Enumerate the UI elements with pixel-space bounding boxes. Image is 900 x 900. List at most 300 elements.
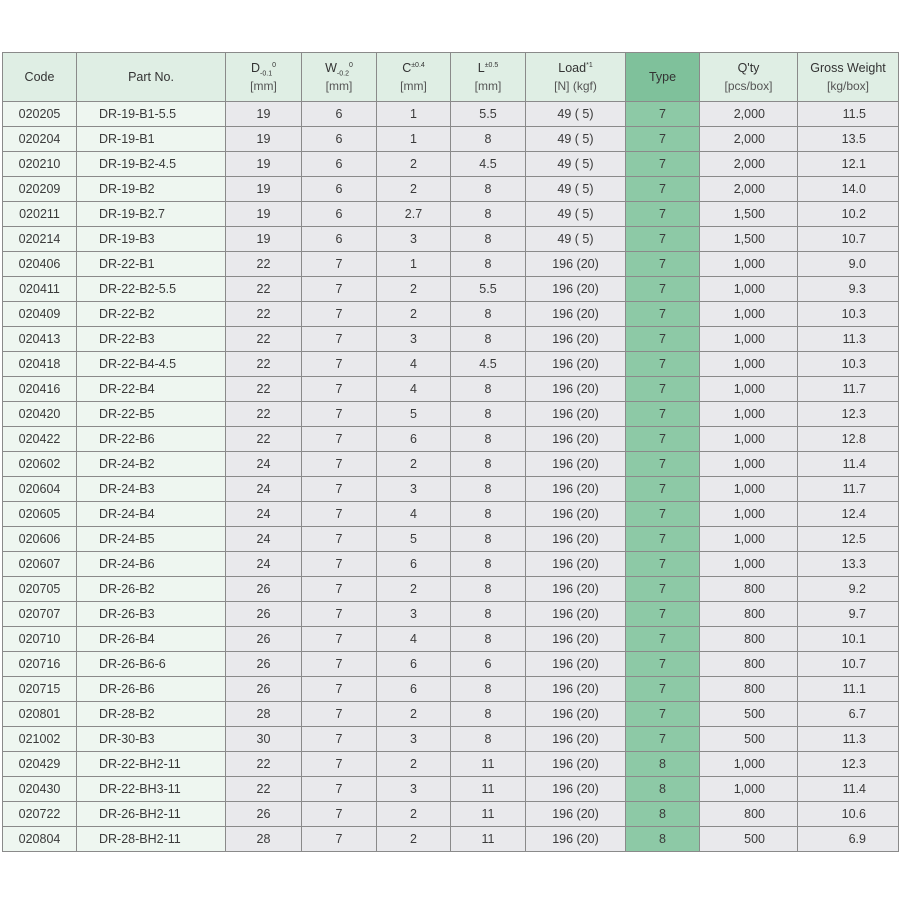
- cell-gross-weight: 10.3: [798, 352, 899, 377]
- cell-qty: 2,000: [700, 177, 798, 202]
- cell-code: 020804: [3, 827, 77, 852]
- cell-w: 7: [302, 352, 377, 377]
- cell-part-no: DR-22-B3: [77, 327, 226, 352]
- cell-type: 7: [626, 152, 700, 177]
- cell-part-no: DR-26-B2: [77, 577, 226, 602]
- cell-c: 5: [377, 527, 451, 552]
- cell-w: 7: [302, 252, 377, 277]
- cell-gross-weight: 9.7: [798, 602, 899, 627]
- cell-load: 196 (20): [526, 377, 626, 402]
- cell-gross-weight: 6.7: [798, 702, 899, 727]
- cell-load: 49 ( 5): [526, 177, 626, 202]
- header-w: $W_{-0.2}^0$ [mm]: [302, 53, 377, 102]
- cell-part-no: DR-30-B3: [77, 727, 226, 752]
- cell-w: 7: [302, 777, 377, 802]
- cell-w: 7: [302, 552, 377, 577]
- cell-part-no: DR-22-BH3-11: [77, 777, 226, 802]
- cell-part-no: DR-24-B5: [77, 527, 226, 552]
- cell-gross-weight: 10.1: [798, 627, 899, 652]
- cell-code: 021002: [3, 727, 77, 752]
- cell-l: 8: [451, 602, 526, 627]
- cell-gross-weight: 9.2: [798, 577, 899, 602]
- cell-gross-weight: 12.3: [798, 402, 899, 427]
- cell-d: 19: [226, 177, 302, 202]
- cell-c: 6: [377, 677, 451, 702]
- table-row: [3, 202, 899, 227]
- cell-qty: 800: [700, 602, 798, 627]
- cell-part-no: DR-24-B6: [77, 552, 226, 577]
- cell-l: 8: [451, 177, 526, 202]
- cell-w: 7: [302, 702, 377, 727]
- cell-load: 196 (20): [526, 452, 626, 477]
- header-part-no: Part No.: [77, 53, 226, 102]
- cell-qty: 800: [700, 627, 798, 652]
- cell-gross-weight: 10.3: [798, 302, 899, 327]
- table-row: [3, 627, 899, 652]
- cell-type: 7: [626, 577, 700, 602]
- cell-gross-weight: 11.7: [798, 377, 899, 402]
- cell-load: 196 (20): [526, 477, 626, 502]
- cell-qty: 1,000: [700, 377, 798, 402]
- cell-gross-weight: 11.4: [798, 452, 899, 477]
- cell-code: 020606: [3, 527, 77, 552]
- cell-d: 28: [226, 827, 302, 852]
- cell-type: 7: [626, 602, 700, 627]
- cell-d: 19: [226, 127, 302, 152]
- cell-part-no: DR-19-B1-5.5: [77, 102, 226, 127]
- cell-type: 7: [626, 127, 700, 152]
- cell-load: 49 ( 5): [526, 227, 626, 252]
- cell-type: 7: [626, 702, 700, 727]
- table-body: [3, 102, 899, 852]
- table-row: [3, 602, 899, 627]
- cell-qty: 1,000: [700, 777, 798, 802]
- cell-code: 020413: [3, 327, 77, 352]
- cell-part-no: DR-22-BH2-11: [77, 752, 226, 777]
- cell-load: 196 (20): [526, 527, 626, 552]
- cell-qty: 1,000: [700, 277, 798, 302]
- cell-code: 020209: [3, 177, 77, 202]
- table-row: [3, 152, 899, 177]
- cell-d: 24: [226, 527, 302, 552]
- cell-gross-weight: 10.7: [798, 227, 899, 252]
- cell-load: 196 (20): [526, 827, 626, 852]
- cell-w: 7: [302, 652, 377, 677]
- table-row: [3, 502, 899, 527]
- cell-load: 196 (20): [526, 602, 626, 627]
- cell-w: 7: [302, 727, 377, 752]
- cell-gross-weight: 9.0: [798, 252, 899, 277]
- cell-w: 7: [302, 402, 377, 427]
- cell-c: 1: [377, 252, 451, 277]
- table-row: [3, 327, 899, 352]
- table-row: [3, 477, 899, 502]
- cell-part-no: DR-19-B1: [77, 127, 226, 152]
- cell-type: 7: [626, 677, 700, 702]
- cell-c: 4: [377, 502, 451, 527]
- cell-l: 8: [451, 327, 526, 352]
- cell-type: 7: [626, 527, 700, 552]
- cell-part-no: DR-19-B3: [77, 227, 226, 252]
- header-qty: Q'ty [pcs/box]: [700, 53, 798, 102]
- cell-part-no: DR-19-B2: [77, 177, 226, 202]
- cell-w: 6: [302, 177, 377, 202]
- cell-w: 7: [302, 827, 377, 852]
- cell-part-no: DR-24-B4: [77, 502, 226, 527]
- cell-l: 6: [451, 652, 526, 677]
- cell-gross-weight: 12.1: [798, 152, 899, 177]
- cell-gross-weight: 13.3: [798, 552, 899, 577]
- cell-code: 020605: [3, 502, 77, 527]
- cell-load: 196 (20): [526, 752, 626, 777]
- cell-l: 4.5: [451, 352, 526, 377]
- cell-type: 7: [626, 252, 700, 277]
- cell-gross-weight: 11.5: [798, 102, 899, 127]
- cell-qty: 2,000: [700, 127, 798, 152]
- cell-w: 7: [302, 377, 377, 402]
- cell-d: 22: [226, 327, 302, 352]
- table-row: [3, 402, 899, 427]
- cell-c: 2: [377, 152, 451, 177]
- cell-load: 196 (20): [526, 277, 626, 302]
- cell-code: 020429: [3, 752, 77, 777]
- cell-w: 7: [302, 627, 377, 652]
- cell-d: 19: [226, 102, 302, 127]
- cell-load: 196 (20): [526, 777, 626, 802]
- cell-c: 2.7: [377, 202, 451, 227]
- cell-part-no: DR-22-B1: [77, 252, 226, 277]
- cell-l: 8: [451, 702, 526, 727]
- cell-part-no: DR-19-B2.7: [77, 202, 226, 227]
- cell-c: 2: [377, 177, 451, 202]
- cell-part-no: DR-26-B3: [77, 602, 226, 627]
- cell-l: 5.5: [451, 277, 526, 302]
- cell-d: 22: [226, 277, 302, 302]
- cell-type: 7: [626, 427, 700, 452]
- table-row: [3, 177, 899, 202]
- table-row: [3, 252, 899, 277]
- cell-w: 7: [302, 677, 377, 702]
- cell-qty: 800: [700, 577, 798, 602]
- cell-code: 020418: [3, 352, 77, 377]
- cell-code: 020210: [3, 152, 77, 177]
- cell-type: 7: [626, 477, 700, 502]
- cell-load: 49 ( 5): [526, 202, 626, 227]
- cell-l: 8: [451, 727, 526, 752]
- cell-load: 49 ( 5): [526, 152, 626, 177]
- cell-l: 11: [451, 802, 526, 827]
- cell-d: 28: [226, 702, 302, 727]
- cell-gross-weight: 12.4: [798, 502, 899, 527]
- table-row: [3, 302, 899, 327]
- cell-qty: 800: [700, 802, 798, 827]
- cell-type: 7: [626, 652, 700, 677]
- cell-l: 8: [451, 627, 526, 652]
- cell-code: 020716: [3, 652, 77, 677]
- cell-d: 24: [226, 452, 302, 477]
- cell-c: 2: [377, 752, 451, 777]
- cell-code: 020710: [3, 627, 77, 652]
- cell-w: 7: [302, 577, 377, 602]
- cell-qty: 1,000: [700, 477, 798, 502]
- cell-part-no: DR-24-B3: [77, 477, 226, 502]
- table-row: [3, 577, 899, 602]
- cell-c: 3: [377, 777, 451, 802]
- cell-type: 7: [626, 302, 700, 327]
- cell-type: 7: [626, 102, 700, 127]
- cell-gross-weight: 10.6: [798, 802, 899, 827]
- cell-code: 020801: [3, 702, 77, 727]
- header-d: $D_{-0.1}^0$ [mm]: [226, 53, 302, 102]
- cell-w: 6: [302, 127, 377, 152]
- cell-qty: 500: [700, 727, 798, 752]
- spec-table: [2, 52, 899, 852]
- cell-w: 6: [302, 202, 377, 227]
- cell-gross-weight: 12.5: [798, 527, 899, 552]
- cell-type: 8: [626, 802, 700, 827]
- cell-d: 22: [226, 777, 302, 802]
- cell-part-no: DR-22-B6: [77, 427, 226, 452]
- cell-code: 020705: [3, 577, 77, 602]
- cell-qty: 1,000: [700, 452, 798, 477]
- cell-load: 196 (20): [526, 702, 626, 727]
- cell-part-no: DR-19-B2-4.5: [77, 152, 226, 177]
- cell-gross-weight: 10.2: [798, 202, 899, 227]
- cell-load: 196 (20): [526, 577, 626, 602]
- cell-gross-weight: 11.7: [798, 477, 899, 502]
- cell-c: 2: [377, 702, 451, 727]
- cell-c: 3: [377, 327, 451, 352]
- header-c: $C^{\pm 0.4}$ [mm]: [377, 53, 451, 102]
- cell-qty: 1,000: [700, 402, 798, 427]
- cell-qty: 1,000: [700, 752, 798, 777]
- table-row: [3, 227, 899, 252]
- cell-w: 7: [302, 527, 377, 552]
- table-row: [3, 352, 899, 377]
- cell-code: 020604: [3, 477, 77, 502]
- cell-type: 8: [626, 827, 700, 852]
- cell-part-no: DR-26-B6-6: [77, 652, 226, 677]
- cell-type: 7: [626, 727, 700, 752]
- cell-d: 26: [226, 577, 302, 602]
- cell-load: 196 (20): [526, 802, 626, 827]
- table-row: [3, 677, 899, 702]
- header-load: Load$^{*1}$ [N] (kgf): [526, 53, 626, 102]
- cell-d: 26: [226, 677, 302, 702]
- cell-load: 49 ( 5): [526, 127, 626, 152]
- cell-l: 8: [451, 577, 526, 602]
- cell-qty: 1,500: [700, 227, 798, 252]
- cell-type: 7: [626, 377, 700, 402]
- cell-w: 7: [302, 752, 377, 777]
- cell-c: 2: [377, 302, 451, 327]
- cell-code: 020420: [3, 402, 77, 427]
- cell-code: 020211: [3, 202, 77, 227]
- cell-part-no: DR-26-B6: [77, 677, 226, 702]
- cell-code: 020406: [3, 252, 77, 277]
- cell-w: 6: [302, 102, 377, 127]
- cell-type: 7: [626, 402, 700, 427]
- cell-type: 7: [626, 277, 700, 302]
- cell-d: 30: [226, 727, 302, 752]
- cell-c: 6: [377, 652, 451, 677]
- cell-code: 020607: [3, 552, 77, 577]
- cell-gross-weight: 10.7: [798, 652, 899, 677]
- cell-c: 2: [377, 577, 451, 602]
- cell-w: 6: [302, 227, 377, 252]
- cell-type: 7: [626, 552, 700, 577]
- cell-d: 26: [226, 627, 302, 652]
- cell-type: 7: [626, 502, 700, 527]
- cell-type: 7: [626, 627, 700, 652]
- cell-d: 26: [226, 802, 302, 827]
- table-row: [3, 777, 899, 802]
- cell-code: 020409: [3, 302, 77, 327]
- cell-l: 8: [451, 677, 526, 702]
- cell-c: 4: [377, 352, 451, 377]
- cell-part-no: DR-22-B2-5.5: [77, 277, 226, 302]
- cell-load: 196 (20): [526, 627, 626, 652]
- cell-l: 8: [451, 252, 526, 277]
- cell-c: 3: [377, 727, 451, 752]
- cell-load: 196 (20): [526, 652, 626, 677]
- cell-code: 020204: [3, 127, 77, 152]
- cell-w: 7: [302, 327, 377, 352]
- cell-d: 19: [226, 227, 302, 252]
- cell-l: 8: [451, 452, 526, 477]
- cell-qty: 2,000: [700, 102, 798, 127]
- cell-qty: 1,500: [700, 202, 798, 227]
- cell-load: 49 ( 5): [526, 102, 626, 127]
- cell-w: 7: [302, 452, 377, 477]
- cell-c: 2: [377, 277, 451, 302]
- cell-gross-weight: 13.5: [798, 127, 899, 152]
- cell-load: 196 (20): [526, 502, 626, 527]
- cell-load: 196 (20): [526, 552, 626, 577]
- cell-qty: 1,000: [700, 352, 798, 377]
- cell-d: 22: [226, 427, 302, 452]
- cell-c: 1: [377, 102, 451, 127]
- cell-load: 196 (20): [526, 427, 626, 452]
- cell-w: 7: [302, 802, 377, 827]
- table-row: [3, 277, 899, 302]
- cell-l: 11: [451, 752, 526, 777]
- cell-w: 7: [302, 277, 377, 302]
- cell-load: 196 (20): [526, 352, 626, 377]
- cell-w: 7: [302, 427, 377, 452]
- cell-w: 7: [302, 477, 377, 502]
- cell-c: 6: [377, 427, 451, 452]
- cell-d: 19: [226, 202, 302, 227]
- cell-load: 196 (20): [526, 402, 626, 427]
- cell-d: 22: [226, 377, 302, 402]
- cell-gross-weight: 14.0: [798, 177, 899, 202]
- cell-d: 24: [226, 477, 302, 502]
- cell-c: 2: [377, 802, 451, 827]
- cell-code: 020430: [3, 777, 77, 802]
- table-row: [3, 652, 899, 677]
- cell-c: 5: [377, 402, 451, 427]
- cell-load: 196 (20): [526, 727, 626, 752]
- cell-l: 8: [451, 552, 526, 577]
- table-header: [3, 53, 899, 102]
- cell-type: 7: [626, 352, 700, 377]
- cell-part-no: DR-24-B2: [77, 452, 226, 477]
- cell-l: 8: [451, 427, 526, 452]
- cell-qty: 500: [700, 702, 798, 727]
- cell-load: 196 (20): [526, 252, 626, 277]
- table-row: [3, 452, 899, 477]
- cell-w: 7: [302, 602, 377, 627]
- cell-qty: 500: [700, 827, 798, 852]
- cell-d: 19: [226, 152, 302, 177]
- cell-d: 22: [226, 352, 302, 377]
- cell-gross-weight: 11.4: [798, 777, 899, 802]
- table-row: [3, 377, 899, 402]
- table-row: [3, 827, 899, 852]
- cell-d: 26: [226, 602, 302, 627]
- cell-d: 22: [226, 752, 302, 777]
- cell-d: 26: [226, 652, 302, 677]
- cell-w: 6: [302, 152, 377, 177]
- header-gross-weight: Gross Weight [kg/box]: [798, 53, 899, 102]
- table-row: [3, 802, 899, 827]
- cell-code: 020707: [3, 602, 77, 627]
- cell-gross-weight: 12.3: [798, 752, 899, 777]
- cell-l: 8: [451, 127, 526, 152]
- cell-d: 24: [226, 502, 302, 527]
- table-row: [3, 552, 899, 577]
- cell-c: 3: [377, 477, 451, 502]
- cell-qty: 800: [700, 652, 798, 677]
- table-row: [3, 527, 899, 552]
- cell-load: 196 (20): [526, 327, 626, 352]
- cell-w: 7: [302, 302, 377, 327]
- cell-c: 2: [377, 452, 451, 477]
- cell-code: 020422: [3, 427, 77, 452]
- cell-qty: 1,000: [700, 427, 798, 452]
- cell-d: 24: [226, 552, 302, 577]
- cell-c: 6: [377, 552, 451, 577]
- cell-code: 020715: [3, 677, 77, 702]
- cell-l: 8: [451, 527, 526, 552]
- cell-code: 020214: [3, 227, 77, 252]
- cell-part-no: DR-26-B4: [77, 627, 226, 652]
- cell-l: 8: [451, 502, 526, 527]
- cell-type: 7: [626, 452, 700, 477]
- table-row: [3, 127, 899, 152]
- cell-part-no: DR-28-B2: [77, 702, 226, 727]
- cell-gross-weight: 11.3: [798, 727, 899, 752]
- cell-c: 1: [377, 127, 451, 152]
- cell-qty: 1,000: [700, 552, 798, 577]
- cell-c: 4: [377, 377, 451, 402]
- cell-load: 196 (20): [526, 677, 626, 702]
- cell-code: 020416: [3, 377, 77, 402]
- cell-qty: 1,000: [700, 252, 798, 277]
- cell-part-no: DR-22-B5: [77, 402, 226, 427]
- cell-type: 7: [626, 177, 700, 202]
- cell-qty: 1,000: [700, 502, 798, 527]
- cell-qty: 1,000: [700, 302, 798, 327]
- cell-gross-weight: 11.1: [798, 677, 899, 702]
- cell-code: 020411: [3, 277, 77, 302]
- cell-d: 22: [226, 252, 302, 277]
- cell-gross-weight: 11.3: [798, 327, 899, 352]
- cell-c: 4: [377, 627, 451, 652]
- header-code: Code: [3, 53, 77, 102]
- cell-code: 020722: [3, 802, 77, 827]
